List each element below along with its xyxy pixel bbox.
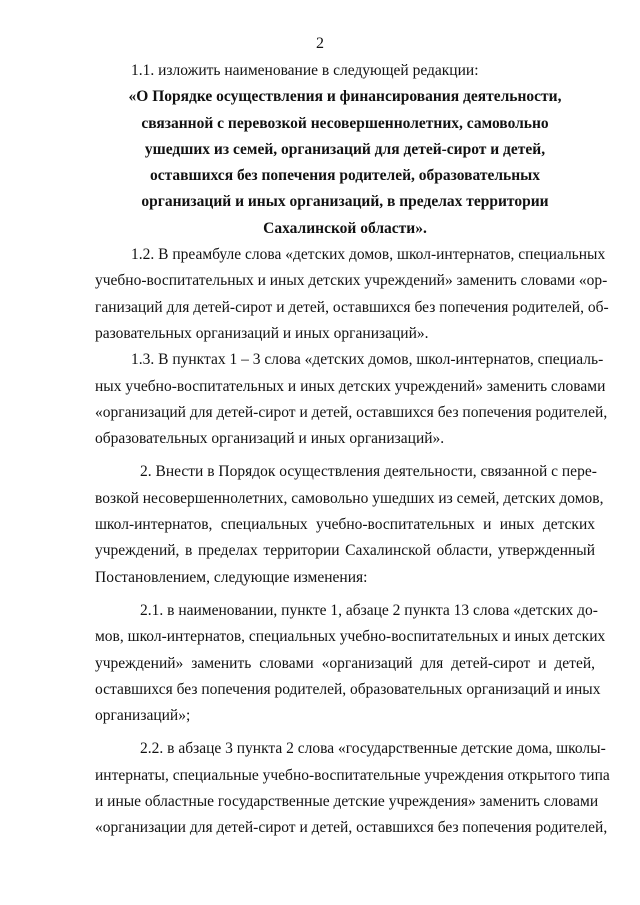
text-line: интернаты, специальные учебно-воспитательные учреждения открытого типа: [95, 766, 610, 784]
text-line: «организаций для детей-сирот и детей, оставшихся без попечения родителей,: [95, 403, 608, 421]
text-line: Постановлением, следующие изменения:: [95, 568, 368, 586]
text-line: «О Порядке осуществления и финансирования деятельности,: [128, 88, 562, 106]
text-line: организаций и иных организаций, в пределах территории: [141, 193, 549, 211]
text-line: 1.3. В пунктах 1 – 3 слова «детских домов, школ-интернатов, специаль-: [131, 351, 604, 369]
text-line: учебно-воспитательных и иных детских учреждений» заменить словами «ор-: [95, 272, 608, 290]
text-line: связанной с перевозкой несовершеннолетних, самовольно: [141, 114, 549, 132]
text-line: разовательных организаций и иных организаций».: [95, 324, 429, 342]
document-body: [95, 58, 610, 842]
text-line: Сахалинской области».: [263, 219, 427, 237]
text-line: ганизаций для детей-сирот и детей, оставшихся без попечения родителей, об-: [95, 298, 609, 316]
page-number: 2: [316, 35, 324, 52]
text-line: оставшихся без попечения родителей, образовательных организаций и иных: [95, 680, 601, 698]
text-line: мов, школ-интернатов, специальных учебно-воспитательных и иных детских: [95, 628, 606, 646]
text-line: и иные областные государственные детские учреждения» заменить словами: [95, 793, 599, 811]
text-line: 1.1. изложить наименование в следующей редакции:: [131, 62, 479, 79]
text-line: ных учебно-воспитательных и иных детских учреждений» заменить словами: [95, 377, 606, 395]
text-line: образовательных организаций и иных организаций».: [95, 430, 445, 448]
paragraph-p2: [95, 84, 595, 242]
paragraph-p4: [95, 347, 608, 452]
text-line: 2.2. в абзаце 3 пункта 2 слова «государственные детские дома, школы-: [140, 740, 606, 758]
text-line: оставшихся без попечения родителей, образовательных: [149, 167, 541, 185]
paragraph-p5: [95, 459, 604, 590]
text-line: учреждений, в пределах территории Сахалинской области, утвержденный: [95, 542, 595, 560]
text-line: ушедших из семей, организаций для детей-сирот и детей,: [144, 140, 546, 158]
text-line: возкой несовершеннолетних, самовольно ушедших из семей, детских домов,: [95, 489, 604, 507]
text-line: учреждений» заменить словами «организаций для детей-сирот и детей,: [95, 654, 595, 672]
text-line: школ-интернатов, специальных учебно-воспитательных и иных детских: [95, 516, 595, 534]
text-line: 2.1. в наименовании, пункте 1, абзаце 2 пункта 13 слова «детских до-: [140, 601, 598, 619]
text-line: 2. Внести в Порядок осуществления деятельности, связанной с пере-: [140, 463, 597, 481]
paragraph-p1: [95, 58, 595, 84]
text-line: «организации для детей-сирот и детей, оставшихся без попечения родителей,: [95, 819, 608, 837]
paragraph-p7: [95, 736, 610, 841]
paragraph-p3: [95, 242, 609, 347]
text-line: организаций»;: [95, 707, 191, 725]
paragraph-p6: [95, 598, 606, 729]
text-line: 1.2. В преамбуле слова «детских домов, школ-интернатов, специальных: [131, 246, 606, 264]
